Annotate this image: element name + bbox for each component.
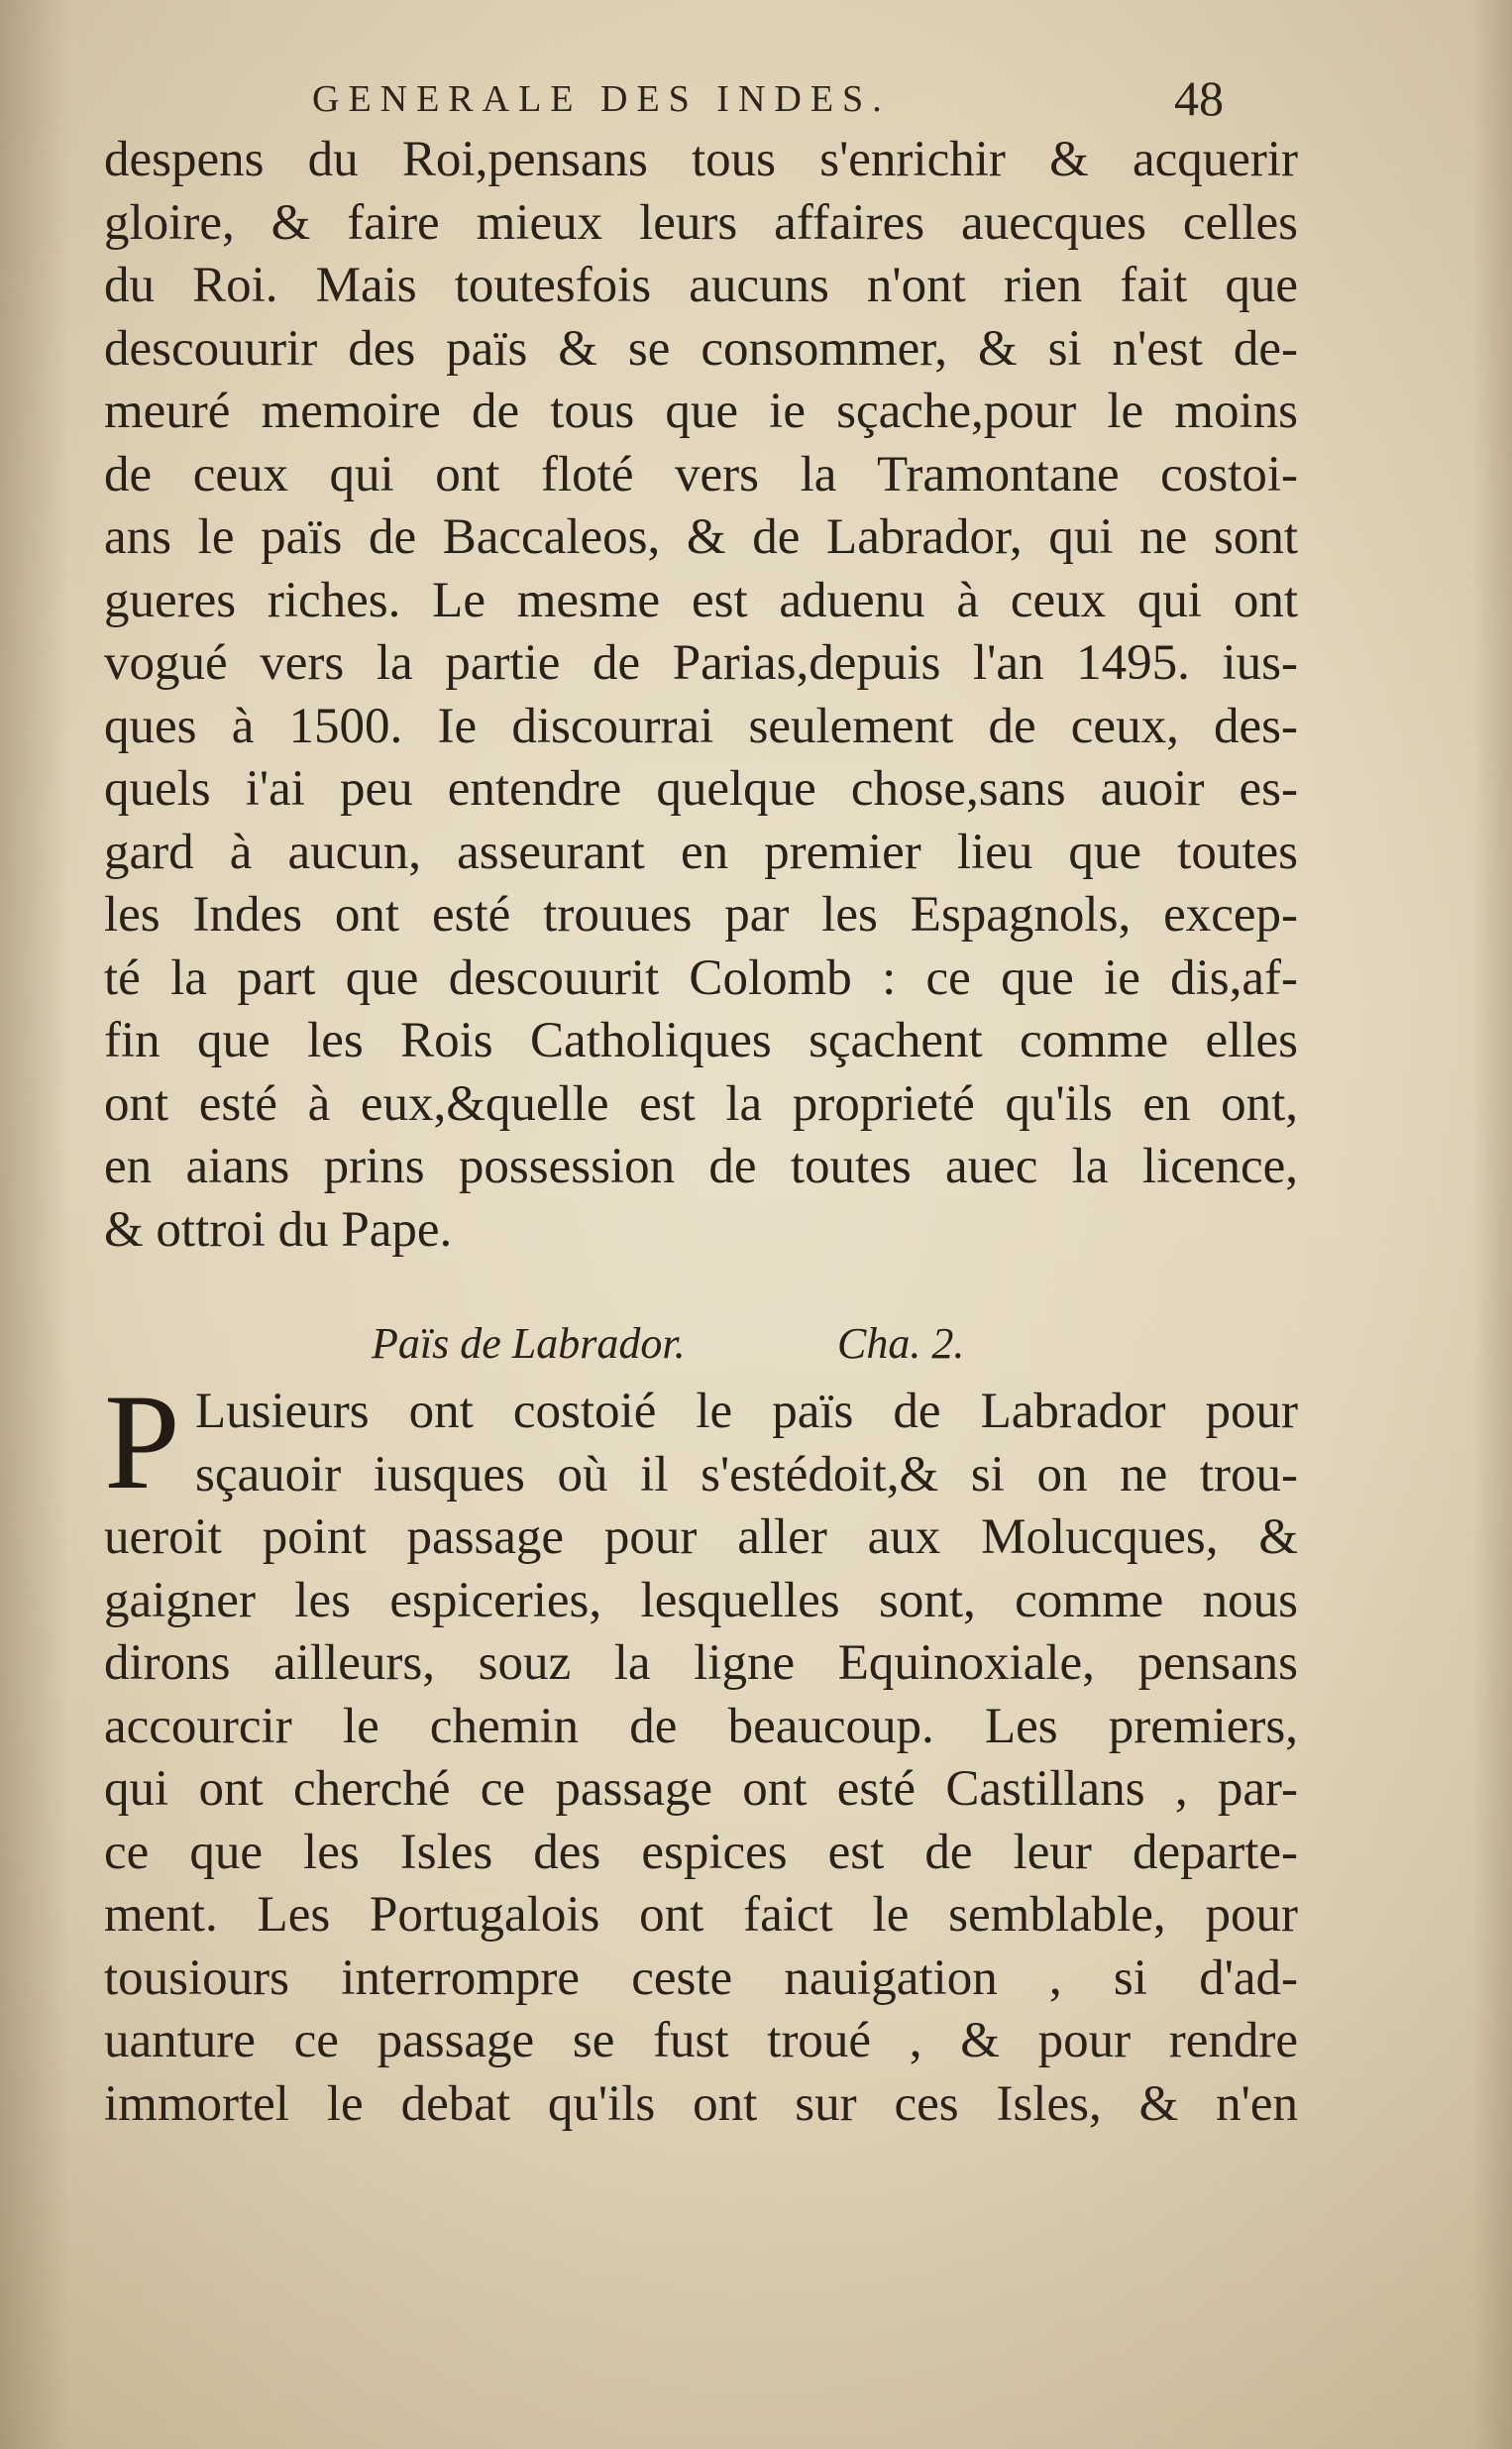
text-line: immortel le debat qu'ils ont sur ces Isles, & n'en: [104, 2075, 1298, 2132]
text-line: ques à 1500. Ie discourrai seulement de ceux, des-: [104, 698, 1298, 754]
chapter-title: Païs de Labrador.: [372, 1319, 686, 1368]
page-number: 48: [1174, 70, 1224, 126]
text-line: ce que les Isles des espices est de leur departe-: [104, 1824, 1298, 1880]
text-line: de ceux qui ont floté vers la Tramontane costoi-: [104, 446, 1298, 502]
text-line: uanture ce passage se fust troué , & pour rendre: [104, 2013, 1298, 2068]
text-line: fin que les Rois Catholiques sçachent comme elles: [104, 1013, 1298, 1068]
text-line: meuré memoire de tous que ie sçache,pour le moins: [104, 384, 1298, 439]
text-line: gueres riches. Le mesme est aduenu à ceux qui ont: [104, 572, 1298, 628]
text-line: ment. Les Portugalois ont faict le semblable, pour: [104, 1887, 1298, 1943]
text-line: ueroit point passage pour aller aux Molucques, &: [104, 1509, 1298, 1565]
text-line: en aians prins possession de toutes auec la licence,: [104, 1139, 1298, 1194]
paragraph-continuation: [104, 129, 1298, 1262]
running-head-title: GENERALE DES INDES.: [312, 78, 891, 120]
text-line: ans le païs de Baccaleos, & de Labrador, qui ne sont: [104, 509, 1298, 565]
text-line: descouurir des païs & se consommer, & si n'est de-: [104, 320, 1298, 377]
text-line: quels i'ai peu entendre quelque chose,sans auoir es-: [104, 761, 1298, 817]
text-line: accourcir le chemin de beaucoup. Les premiers,: [104, 1698, 1298, 1754]
text-line: sçauoir iusques où il s'estédoit,& si on ne trou-: [195, 1446, 1298, 1503]
chapter-heading: [104, 1318, 1298, 1378]
text-line: ont esté à eux,&quelle est la proprieté qu'ils en ont,: [104, 1075, 1298, 1132]
text-line: vogué vers la partie de Parias,depuis l'an 1495. ius-: [104, 635, 1298, 691]
text-line: gard à aucun, asseurant en premier lieu que toutes: [104, 824, 1298, 880]
chapter-body: [104, 1366, 1298, 2136]
text-line: gloire, & faire mieux leurs affaires auecques celles: [104, 194, 1298, 251]
text-line: du Roi. Mais toutesfois aucuns n'ont rien fait que: [104, 258, 1298, 313]
text-line: Lusieurs ont costoié le païs de Labrador pour: [195, 1384, 1298, 1439]
drop-cap: P: [104, 1366, 180, 1517]
text-line: les Indes ont esté trouues par les Espagnols, excep-: [104, 887, 1298, 943]
text-line: tousiours interrompre ceste nauigation , si d'ad-: [104, 1949, 1298, 2006]
running-head: [104, 69, 1293, 129]
chapter-number: Cha. 2.: [837, 1319, 965, 1368]
text-line: dirons ailleurs, souz la ligne Equinoxiale, pensans: [104, 1635, 1298, 1691]
text-line: qui ont cherché ce passage ont esté Castillans , par-: [104, 1761, 1298, 1817]
text-line: té la part que descouurit Colomb : ce que ie dis,af-: [104, 949, 1298, 1006]
text-line: & ottroi du Pape.: [104, 1201, 453, 1258]
text-line: gaigner les espiceries, lesquelles sont, comme nous: [104, 1572, 1298, 1628]
text-line: despens du Roi,pensans tous s'enrichir & acquerir: [104, 132, 1298, 187]
